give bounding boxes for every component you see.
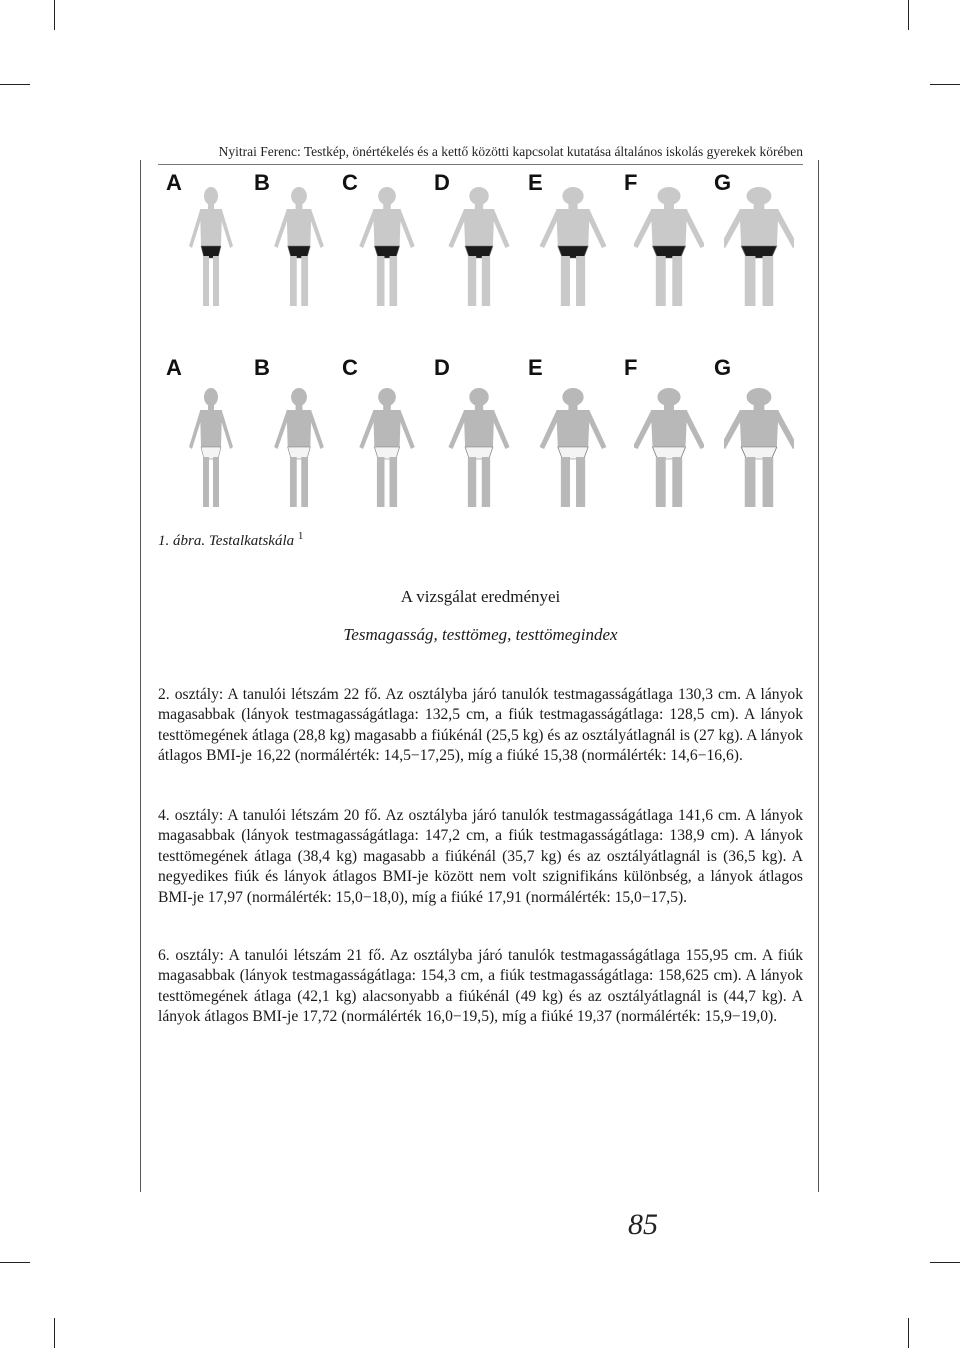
girl-figure	[248, 355, 334, 515]
body-silhouette	[176, 359, 246, 509]
figure-letter: E	[528, 170, 543, 195]
figure-caption	[158, 530, 303, 550]
body-silhouette	[352, 174, 422, 324]
body-silhouette	[264, 174, 334, 324]
figure-letter: C	[342, 355, 358, 380]
body-silhouette	[634, 174, 704, 324]
figure-row-boys	[160, 170, 800, 330]
boy-figure	[708, 170, 794, 330]
body-silhouette	[724, 174, 794, 324]
paragraph-grade-2: 2. osztály: A tanulói létszám 22 fő. Az osztályba járó tanulók testmagasságátlaga 130,3 cm. A lányok magasabbak (lányok testmagasságátlaga: 132,5 cm, a fiúk testmagasságátlaga: 128,5 cm). A lányok testtömegének átlaga (28,8 kg) magasabb a fiúkénál (25,5 kg) és az osztályátlagnál is (27 kg). A lányok átlagos BMI-je 16,22 (normálérték: 14,5−17,25), míg a fiúké 15,38 (normálérték: 14,6−16,6).	[158, 686, 803, 765]
crop-mark	[54, 0, 55, 30]
boy-figure	[618, 170, 704, 330]
paragraph-grade-6: 6. osztály: A tanulói létszám 21 fő. Az osztályba járó tanulók testmagasságátlaga 155,95 cm. A fiúk magasabbak (lányok testmagasságátlaga: 154,3 cm, a fiúk testmagasságátlaga: 158,625 cm). A lányok testtömegének átlaga (42,1 kg) alacsonyabb a fiúkénál (49 kg) és az osztályátlagnál is (44,7 kg). A lányok átlagos BMI-je 17,72 (normálérték 16,0−19,5), míg a fiúké 19,37 (normálérték: 15,9−19,0).	[158, 947, 803, 1026]
body-silhouette	[444, 174, 514, 324]
figure-letter: C	[342, 170, 358, 195]
crop-mark	[0, 1262, 30, 1263]
body-silhouette	[264, 359, 334, 509]
body-silhouette	[724, 359, 794, 509]
girl-figure	[160, 355, 246, 515]
body-silhouette	[538, 359, 608, 509]
crop-mark	[930, 1262, 960, 1263]
figure-caption-text: 1. ábra. Testalkatskála	[158, 533, 295, 549]
crop-mark	[0, 84, 30, 85]
crop-mark	[930, 84, 960, 85]
girl-figure	[708, 355, 794, 515]
figure-letter: G	[714, 355, 732, 380]
body-silhouette	[176, 174, 246, 324]
figure-letter: D	[434, 355, 450, 380]
body-silhouette	[634, 359, 704, 509]
girl-figure	[618, 355, 704, 515]
body-silhouette	[444, 359, 514, 509]
body-silhouette	[538, 174, 608, 324]
figure-letter: B	[254, 355, 270, 380]
girl-figure	[336, 355, 422, 515]
margin-rule-left	[140, 160, 141, 1192]
section-subtitle: Tesmagasság, testtömeg, testtömegindex	[343, 625, 618, 644]
figure-letter: A	[166, 170, 182, 195]
body-silhouette	[352, 359, 422, 509]
figure-letter: B	[254, 170, 270, 195]
boy-figure	[336, 170, 422, 330]
figure-letter: A	[166, 355, 182, 380]
boy-figure	[522, 170, 608, 330]
figure-caption-footnote: 1	[297, 530, 304, 542]
girl-figure	[522, 355, 608, 515]
crop-mark	[54, 1318, 55, 1348]
figure-letter: D	[434, 170, 450, 195]
figure-letter: F	[624, 170, 638, 195]
page-number: 85	[628, 1208, 658, 1241]
running-head: Nyitrai Ferenc: Testkép, önértékelés és a kettő közötti kapcsolat kutatása általános iskolás gyerekek körében	[218, 144, 803, 159]
paragraph-grade-4: 4. osztály: A tanulói létszám 20 fő. Az osztályba járó tanulók testmagasságátlaga 141,6 cm. A lányok magasabbak (lányok testmagasságátlaga: 147,2 cm, a fiúk testmagasságátlaga: 138,9 cm). A lányok testtömegének átlaga (38,4 kg) magasabb a fiúkénál (35,7 kg) és az osztályátlagnál is (36,5 kg). A negyedikes fiúk és lányok átlagos BMI-je között nem volt szignifikáns különbség, a lányok átlagos BMI-je 17,97 (normálérték: 15,0−18,0), míg a fiúké 17,91 (normálérték: 15,0−17,5).	[158, 807, 803, 906]
header-divider	[158, 164, 803, 165]
section-title: A vizsgálat eredményei	[400, 587, 561, 606]
margin-rule-right	[818, 160, 819, 1192]
figure-letter: F	[624, 355, 638, 380]
crop-mark	[908, 0, 909, 30]
girl-figure	[428, 355, 514, 515]
boy-figure	[248, 170, 334, 330]
figure-letter: E	[528, 355, 543, 380]
figure-letter: G	[714, 170, 732, 195]
crop-mark	[908, 1318, 909, 1348]
boy-figure	[160, 170, 246, 330]
figure-row-girls	[160, 355, 800, 515]
boy-figure	[428, 170, 514, 330]
